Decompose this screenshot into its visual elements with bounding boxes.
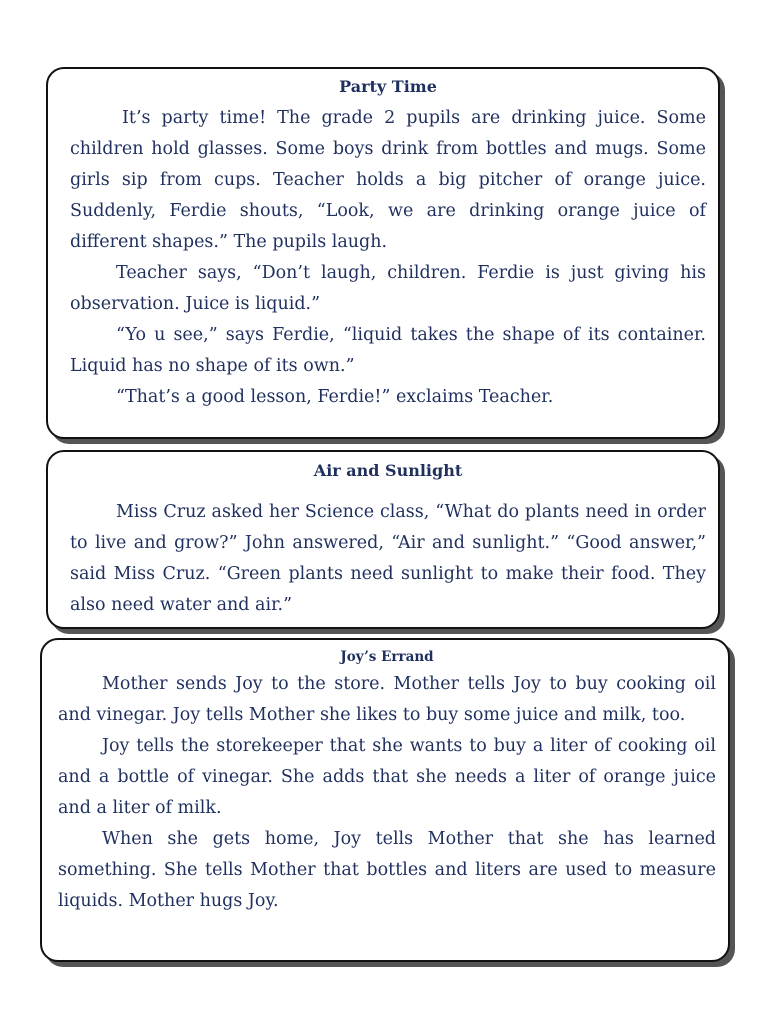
story-title: Air and Sunlight — [313, 461, 463, 480]
story-paragraph: When she gets home, Joy tells Mother that she has learned something. She tells Mother that bottles and liters are used to measure liquids. Mother hugs Joy. — [58, 829, 716, 911]
story-paragraph: “That’s a good lesson, Ferdie!” exclaims Teacher. — [116, 387, 554, 407]
story-paragraph: Mother sends Joy to the store. Mother tells Joy to buy cooking oil and vinegar. Joy tells Mother she likes to buy some juice and milk, too. — [58, 674, 716, 725]
story-paragraph: Joy tells the storekeeper that she wants to buy a liter of cooking oil and a bottle of vinegar. She adds that she needs a liter of orange juice and a liter of milk. — [58, 736, 716, 818]
story-card-party-time — [46, 67, 720, 439]
story-paragraph: Miss Cruz asked her Science class, “What do plants need in order to live and grow?” John answered, “Air and sunlight.” “Good answer,” said Miss Cruz. “Green plants need sunlight to make their food. They also need water and air.” — [70, 502, 706, 615]
story-title: Party Time — [339, 77, 437, 96]
story-paragraph: “Yo u see,” says Ferdie, “liquid takes the shape of its container. Liquid has no shape of its own.” — [70, 325, 706, 376]
story-title: Joy’s Errand — [340, 649, 434, 665]
story-paragraph: It’s party time! The grade 2 pupils are drinking juice. Some children hold glasses. Some boys drink from bottles and mugs. Some girls sip from cups. Teacher holds a big pitcher of orange juice. Suddenly, Ferdie shouts, “Look, we are drinking orange juice of different shapes.” The pupils laugh. — [70, 108, 706, 252]
story-paragraph: Teacher says, “Don’t laugh, children. Ferdie is just giving his observation. Juice is liquid.” — [70, 263, 706, 314]
story-card-air-and-sunlight — [46, 450, 720, 629]
story-card-joys-errand — [40, 638, 730, 962]
